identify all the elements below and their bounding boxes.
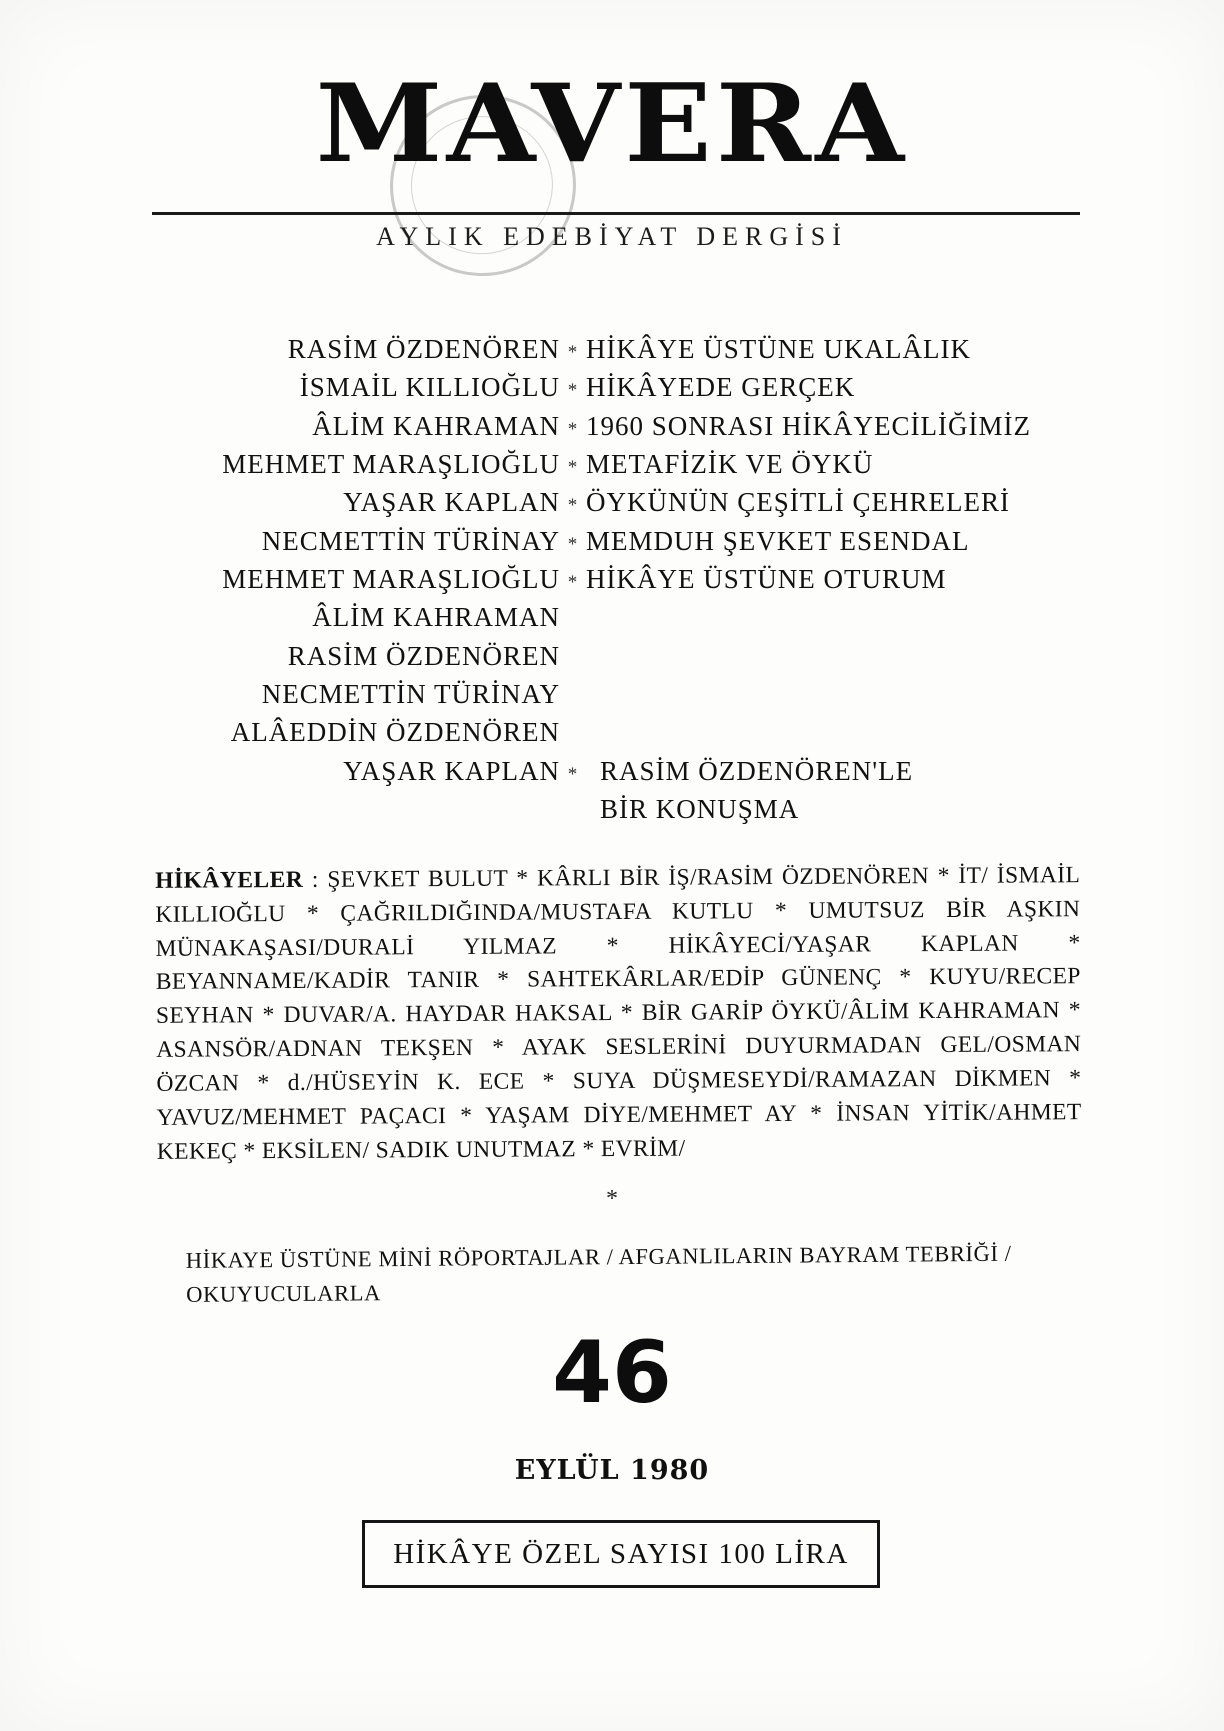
contents-row [0,330,1224,368]
contents-title: MEMDUH ŞEVKET ESENDAL [586,525,970,556]
masthead [0,61,1224,187]
bullet-star-icon: * [567,763,579,785]
section-separator-star-icon: * [606,1186,618,1212]
contents-author: RASİM ÖZDENÖREN [287,334,560,364]
contents-row [0,522,1224,560]
contents-author: İSMAİL KILLIOĞLU [299,372,560,403]
magazine-title: MAVERA [315,61,909,187]
contents-author: NECMETTİN TÜRİNAY [261,678,560,709]
stories-body: : ŞEVKET BULUT * KÂRLI BİR İŞ/RASİM ÖZDENÖREN * İT/ İSMAİL KILLIOĞLU * ÇAĞRILDIĞINDA/MUSTAFA KUTLU * UMUTSUZ BİR AŞKIN MÜNAKAŞASI/DURALİ YILMAZ * HİKÂYECİ/YAŞAR KAPLAN * BEYANNAME/KADİR TANIR * SAHTEKÂRLAR/EDİP GÜNENÇ * KUYU/RECEP SEYHAN * DUVAR/A. HAYDAR HAKSAL * BİR GARİP ÖYKÜ/ÂLİM KAHRAMAN * ASANSÖR/ADNAN TEKŞEN * AYAK SESLERİNİ DUYURMADAN GEL/OSMAN ÖZCAN * d./HÜSEYİN K. ECE * SUYA DÜŞMESEYDİ/RAMAZAN DİKMEN * YAVUZ/MEHMET PAÇACI * YAŞAM DİYE/MEHMET AY * İNSAN YİTİK/AHMET KEKEÇ * EKSİLEN/ SADIK UNUTMAZ * EVRİM/ [155,862,1082,1165]
contents-row [0,713,1224,751]
bullet-star-icon: * [567,456,579,478]
contents-author: ÂLİM KAHRAMAN [312,602,560,633]
issue-date: EYLÜL 1980 [514,1455,710,1486]
price-box [362,1520,880,1588]
bullet-star-icon: * [567,571,579,593]
contents-title: ÖYKÜNÜN ÇEŞİTLİ ÇEHRELERİ [586,487,1010,518]
bullet-star-icon: * [567,533,579,555]
contents-row [0,637,1224,675]
contents-author: RASİM ÖZDENÖREN [287,640,560,671]
contents-title: HİKÂYEDE GERÇEK [586,372,856,403]
contents-row [0,790,1224,828]
contents-title: BİR KONUŞMA [600,793,800,824]
stories-label: HİKÂYELER [155,866,304,894]
bullet-star-icon: * [567,342,579,363]
magazine-subtitle: AYLIK EDEBİYAT DERGİSİ [376,222,848,251]
contents-title: RASİM ÖZDENÖREN'LE [600,755,914,786]
bullet-star-icon: * [567,418,579,440]
contents-title: HİKÂYE ÜSTÜNE UKALÂLIK [586,334,971,364]
contents-row [0,752,1224,790]
extras-section: HİKAYE ÜSTÜNE MİNİ RÖPORTAJLAR / AFGANLILARIN BAYRAM TEBRİĞİ / OKUYUCULARLA [185,1240,1012,1307]
contents-title: METAFİZİK VE ÖYKÜ [586,448,874,479]
contents-author: NECMETTİN TÜRİNAY [261,525,560,556]
contents-title: HİKÂYE ÜSTÜNE OTURUM [586,563,947,594]
bullet-star-icon: * [567,495,579,517]
contents-title: 1960 SONRASI HİKÂYECİLİĞİMİZ [586,410,1031,441]
stories-section [155,859,1082,1169]
contents-row [0,368,1224,406]
contents-author: ALÂEDDİN ÖZDENÖREN [230,717,560,748]
issue-number: 46 [552,1323,672,1423]
bullet-star-icon: * [567,380,579,402]
contents-row [0,675,1224,713]
contents-author: ÂLİM KAHRAMAN [312,410,560,441]
contents-author: YAŞAR KAPLAN [343,487,560,518]
contents-author: MEHMET MARAŞLIOĞLU [222,563,560,594]
contents-row [0,598,1224,636]
contents-row [0,560,1224,598]
header-divider [152,212,1080,215]
contents-row [0,407,1224,445]
contents-author: YAŞAR KAPLAN [343,755,560,786]
contents-author: MEHMET MARAŞLIOĞLU [222,448,560,479]
price-text: HİKÂYE ÖZEL SAYISI 100 LİRA [393,1537,849,1570]
contents-row [0,483,1224,521]
contents-list [0,330,1224,828]
contents-row [0,445,1224,483]
